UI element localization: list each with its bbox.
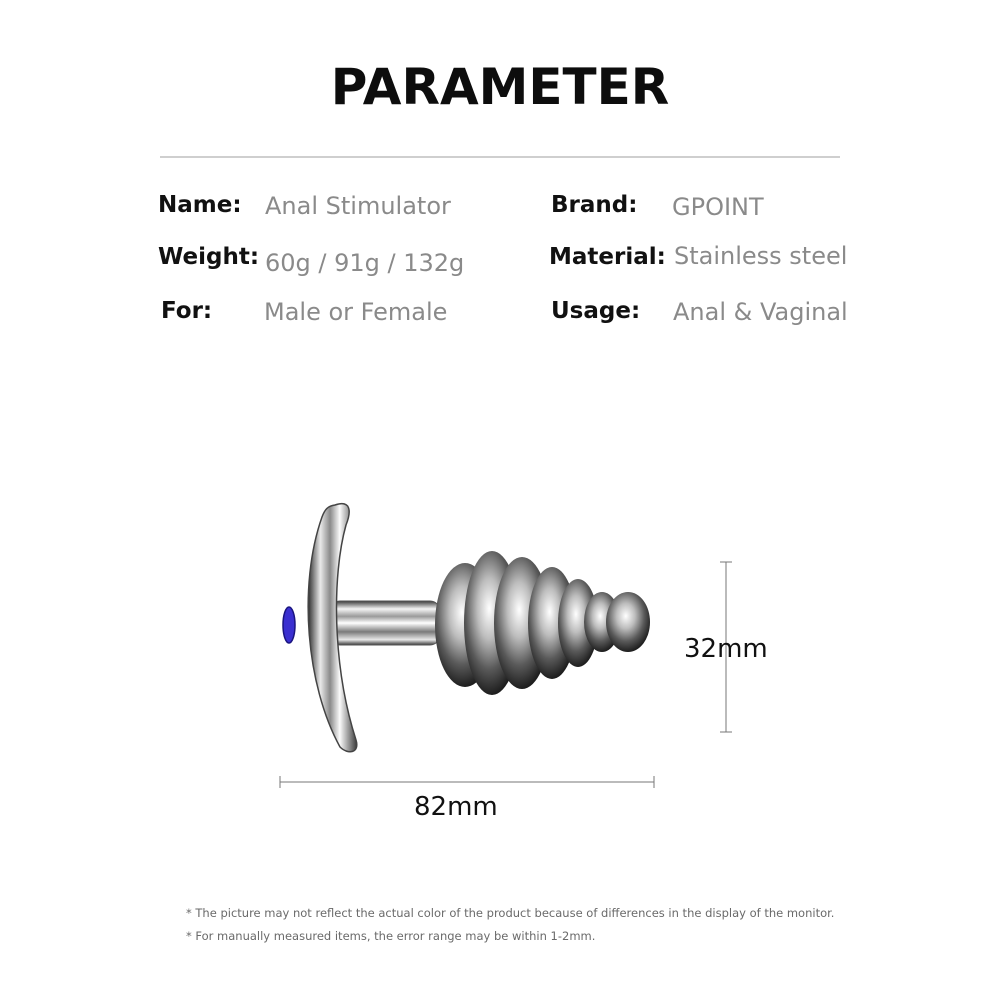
page-title: PARAMETER	[330, 58, 670, 116]
brand-label: Brand:	[551, 192, 638, 218]
length-dimension-line	[278, 774, 656, 790]
height-label: 32mm	[684, 634, 768, 664]
for-value: Male or Female	[264, 298, 448, 326]
usage-label: Usage:	[551, 298, 641, 324]
product-image	[270, 495, 670, 760]
gem-icon	[283, 607, 295, 643]
tip-bead	[606, 592, 650, 652]
name-value: Anal Stimulator	[265, 192, 451, 220]
for-label: For:	[161, 298, 213, 324]
weight-label: Weight:	[158, 244, 260, 270]
name-label: Name:	[158, 192, 242, 218]
material-value: Stainless steel	[674, 242, 848, 270]
material-label: Material:	[549, 244, 666, 270]
note-measurement-error: * For manually measured items, the error range may be within 1-2mm.	[186, 929, 596, 943]
title-divider	[160, 156, 840, 158]
length-label: 82mm	[414, 792, 498, 822]
brand-value: GPOINT	[672, 193, 764, 221]
usage-value: Anal & Vaginal	[673, 298, 848, 326]
weight-value: 60g / 91g / 132g	[265, 249, 465, 277]
note-color-disclaimer: * The picture may not reflect the actual color of the product because of differences in the display of the monitor.	[186, 906, 835, 920]
